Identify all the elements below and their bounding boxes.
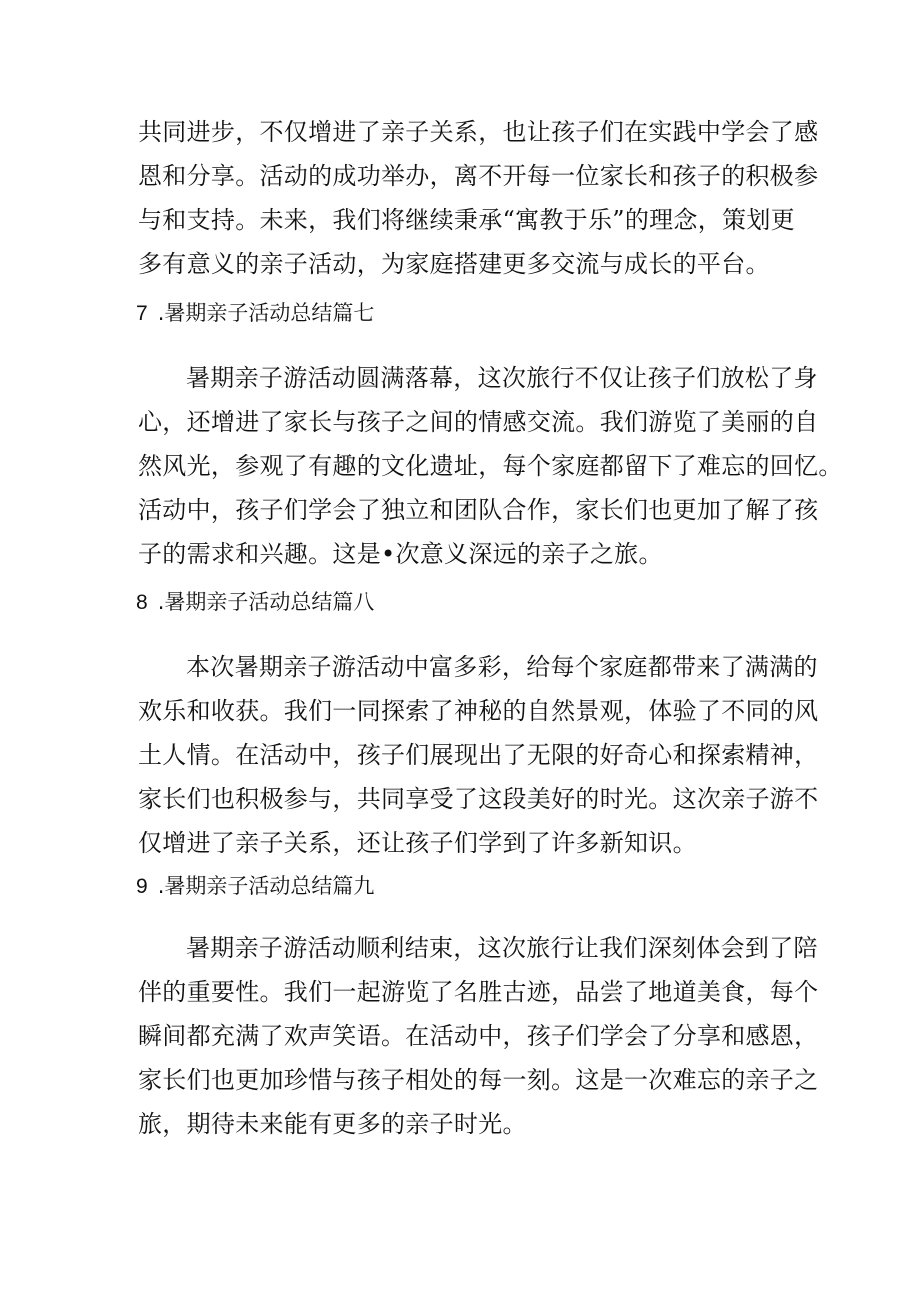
paragraph-line: 旅，期待未来能有更多的亲子时光。 — [138, 1110, 527, 1138]
section-number: 7 — [136, 302, 148, 325]
paragraph-line: 恩和分享。活动的成功举办，离不开每一位家长和孩子的积极参 — [138, 162, 819, 190]
section-number: 9 — [136, 875, 148, 898]
paragraph-line: 瞬间都充满了欢声笑语。在活动中，孩子们学会了分享和感恩， — [138, 1022, 819, 1050]
paragraph-line: 仅增进了亲子关系，还让孩子们学到了许多新知识。 — [138, 829, 697, 857]
paragraph-line: 伴的重要性。我们一起游览了名胜古迹，品尝了地道美食，每个 — [138, 978, 819, 1006]
paragraph-line: 与和支持。未来，我们将继续秉承“寓教于乐”的理念，策划更 — [138, 206, 795, 234]
paragraph-line: 暑期亲子游活动顺利结束，这次旅行让我们深刻体会到了陪 — [186, 934, 818, 962]
paragraph-line: 然风光，参观了有趣的文化遗址，每个家庭都留下了难忘的回忆。 — [138, 452, 843, 480]
paragraph-line: 家长们也更加珍惜与孩子相处的每一刻。这是一次难忘的亲子之 — [138, 1066, 819, 1094]
paragraph-line: 子的需求和兴趣。这是•次意义深远的亲子之旅。 — [138, 540, 663, 568]
section-heading-8 — [136, 585, 374, 619]
paragraph-line: 活动中，孩子们学会了独立和团队合作，家长们也更加了解了孩 — [138, 496, 819, 524]
section-number: 8 — [136, 591, 148, 614]
section-title: .暑期亲子活动总结篇九 — [157, 874, 375, 898]
paragraph-line: 共同进步，不仅增进了亲子关系，也让孩子们在实践中学会了感 — [138, 118, 819, 146]
paragraph-line: 土人情。在活动中，孩子们展现出了无限的好奇心和探索精神， — [138, 741, 819, 769]
paragraph-line: 暑期亲子游活动圆满落幕，这次旅行不仅让孩子们放松了身 — [186, 364, 818, 392]
section-heading-7 — [136, 296, 374, 330]
section-title: .暑期亲子活动总结篇七 — [157, 301, 375, 325]
paragraph-line: 多有意义的亲子活动，为家庭搭建更多交流与成长的平台。 — [138, 250, 770, 278]
paragraph-line: 本次暑期亲子游活动中富多彩，给每个家庭都带来了满满的 — [186, 653, 818, 681]
section-heading-9 — [136, 869, 374, 903]
paragraph-line: 心，还增进了家长与孩子之间的情感交流。我们游览了美丽的自 — [138, 408, 819, 436]
paragraph-line: 欢乐和收获。我们一同探索了神秘的自然景观，体验了不同的风 — [138, 697, 819, 725]
section-title: .暑期亲子活动总结篇八 — [157, 590, 375, 614]
paragraph-line: 家长们也积极参与，共同享受了这段美好的时光。这次亲子游不 — [138, 785, 819, 813]
